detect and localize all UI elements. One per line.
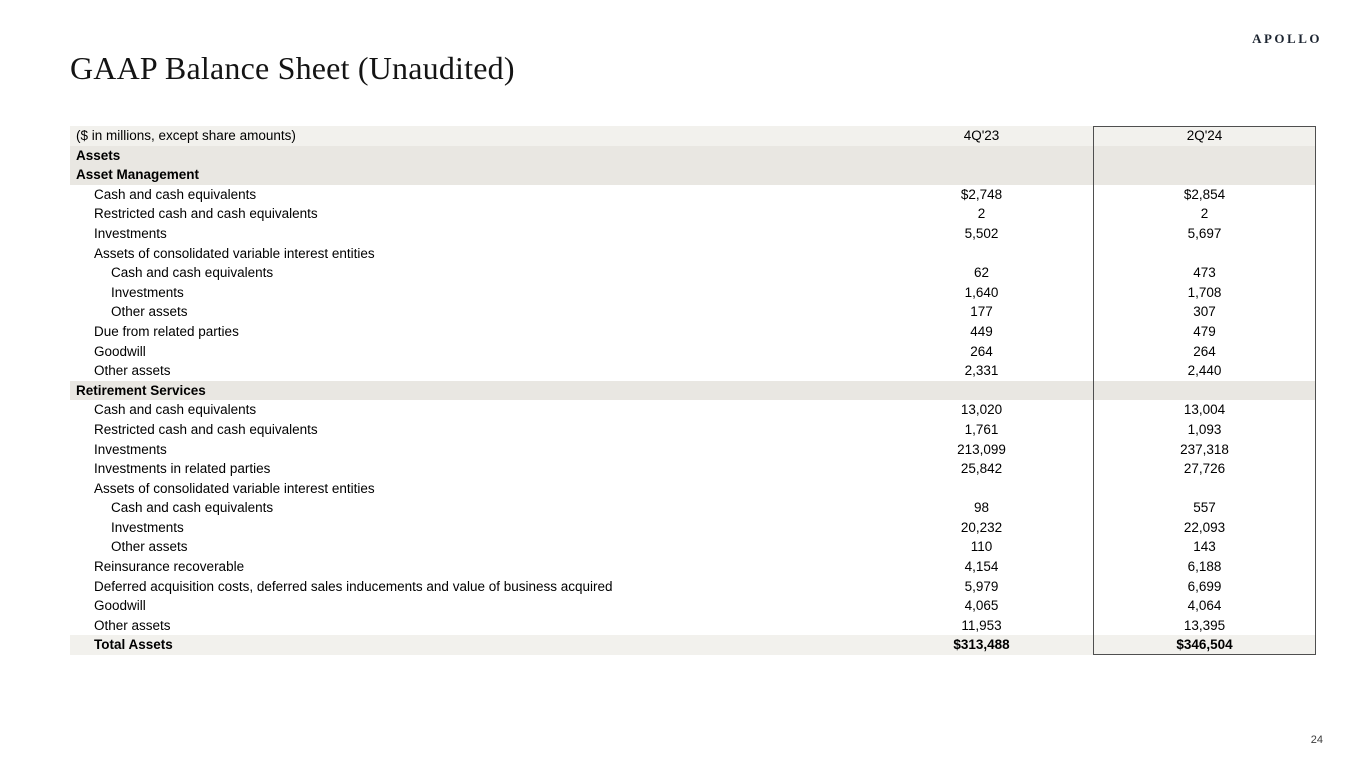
row-label: Investments [111,284,184,300]
row-label: Investments in related parties [94,461,271,477]
table-row [70,616,1316,636]
row-value-2q24: 6,699 [1187,578,1222,594]
row-value-4q23: 1,761 [964,421,999,437]
table-row [70,400,1316,420]
table-row [70,302,1316,322]
table-row [70,244,1316,264]
row-value-4q23: 5,502 [964,225,999,241]
row-value-4q23: 177 [970,304,993,320]
row-value-2q24: 22,093 [1183,519,1226,535]
table-row [70,498,1316,518]
table-row [70,342,1316,362]
row-label: Cash and cash equivalents [94,186,257,202]
row-value-2q24: 473 [1193,265,1216,281]
row-label: Other assets [111,304,188,320]
table-row [70,361,1316,381]
table-row [70,165,1316,185]
table-row [70,557,1316,577]
row-value-4q23: 62 [973,265,990,281]
row-label: Cash and cash equivalents [94,402,257,418]
apollo-logo: APOLLO [1252,31,1322,46]
table-row [70,479,1316,499]
table-header-row [70,126,1316,146]
row-value-4q23: 1,640 [964,284,999,300]
row-label: Deferred acquisition costs, deferred sales inducements and value of business acquired [94,578,613,594]
row-value-2q24: 4,064 [1187,598,1222,614]
row-label: Investments [111,519,184,535]
row-label: Investments [94,225,167,241]
row-label: Restricted cash and cash equivalents [94,421,318,437]
row-value-4q23: 25,842 [960,461,1003,477]
page-title: GAAP Balance Sheet (Unaudited) [70,50,515,86]
balance-sheet-table [70,126,1316,655]
table-rows [70,126,1316,655]
row-label: Due from related parties [94,323,239,339]
row-value-4q23: 2,331 [964,363,999,379]
row-value-2q24: 2 [1200,206,1209,222]
row-value-2q24: 264 [1193,343,1216,359]
row-value-2q24: 143 [1193,539,1216,555]
row-value-2q24: $2,854 [1183,186,1226,202]
row-value-4q23: 2 [977,206,986,222]
row-value-2q24: 2,440 [1187,363,1222,379]
table-row [70,283,1316,303]
row-label: Cash and cash equivalents [111,500,274,516]
row-label: Asset Management [76,167,200,183]
row-value-4q23: $313,488 [953,637,1010,653]
row-value-4q23: 4,065 [964,598,999,614]
row-label: Goodwill [94,343,146,359]
row-label: Reinsurance recoverable [94,559,245,575]
row-label: Cash and cash equivalents [111,265,274,281]
row-value-4q23: 449 [970,323,993,339]
row-label: Retirement Services [76,382,206,398]
table-row [70,596,1316,616]
column-header-2q24: 2Q'24 [1186,128,1223,143]
row-value-2q24: 6,188 [1187,559,1222,575]
unit-note: ($ in millions, except share amounts) [76,128,296,143]
page-number: 24 [1310,734,1323,746]
table-row [70,224,1316,244]
table-row [70,381,1316,401]
row-value-2q24: 1,093 [1187,421,1222,437]
table-row [70,518,1316,538]
row-value-4q23: 4,154 [964,559,999,575]
row-value-4q23: 110 [970,539,993,555]
table-row [70,420,1316,440]
row-value-2q24: 307 [1193,304,1216,320]
row-value-2q24: 13,004 [1183,402,1226,418]
table-row [70,577,1316,597]
row-value-2q24: 479 [1193,323,1216,339]
column-header-4q23: 4Q'23 [963,128,1000,143]
table-row [70,322,1316,342]
table-row [70,263,1316,283]
row-value-2q24: 5,697 [1187,225,1222,241]
table-row [70,204,1316,224]
row-value-2q24: 13,395 [1183,617,1226,633]
row-value-4q23: 213,099 [957,441,1006,457]
row-value-2q24: $346,504 [1176,637,1233,653]
row-value-4q23: 11,953 [961,617,1002,633]
row-value-2q24: 557 [1193,500,1216,516]
table-row [70,440,1316,460]
row-value-4q23: 264 [970,343,993,359]
row-label: Assets of consolidated variable interest entities [94,245,375,261]
row-value-4q23: $2,748 [960,186,1003,202]
row-value-2q24: 237,318 [1180,441,1229,457]
row-label: Other assets [94,363,171,379]
table-row [70,459,1316,479]
row-label: Assets of consolidated variable interest entities [94,480,375,496]
row-value-2q24: 27,726 [1183,461,1226,477]
row-value-4q23: 13,020 [960,402,1003,418]
row-label: Other assets [94,617,171,633]
row-label: Assets [76,147,121,163]
row-value-4q23: 98 [973,500,990,516]
row-label: Goodwill [94,598,146,614]
row-value-4q23: 20,232 [960,519,1003,535]
table-row [70,185,1316,205]
row-value-4q23: 5,979 [964,578,999,594]
table-row [70,635,1316,655]
table-row [70,146,1316,166]
row-value-2q24: 1,708 [1187,284,1222,300]
row-label: Other assets [111,539,188,555]
row-label: Investments [94,441,167,457]
row-label: Total Assets [94,637,173,653]
row-label: Restricted cash and cash equivalents [94,206,318,222]
table-row [70,537,1316,557]
